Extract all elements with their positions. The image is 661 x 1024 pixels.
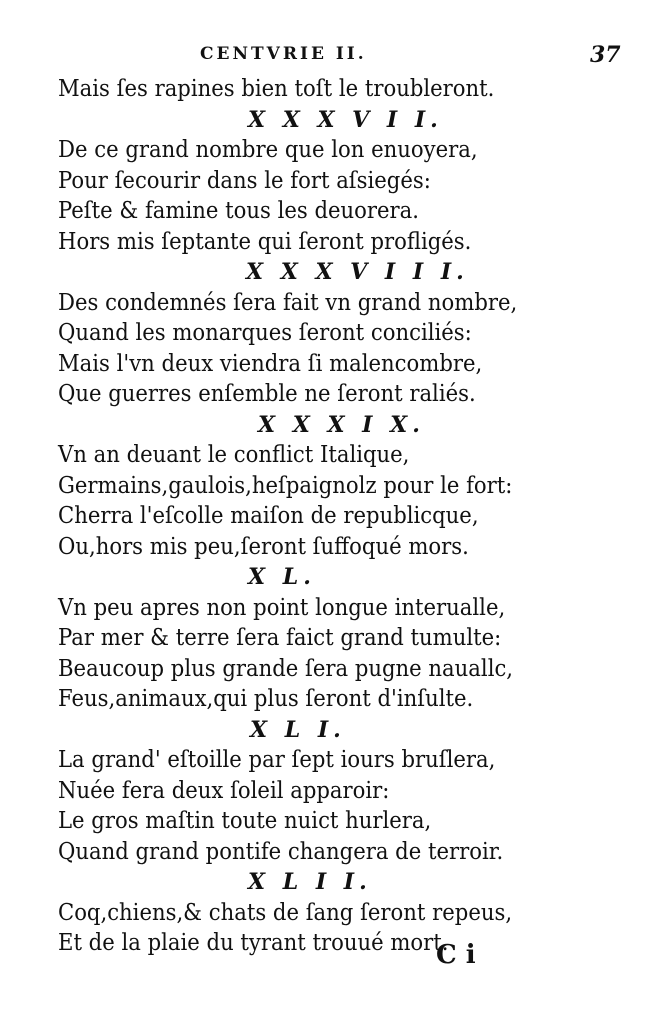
verse-line: Le gros maſtin toute nuict hurlera, [58,808,432,834]
verse-line: Mais ſes rapines bien toſt le troubleront. [58,76,495,102]
verse-line: Feus,animaux,qui plus ſeront d'inſulte. [58,686,474,712]
verse-line: Quand les monarques ſeront conciliés: [58,320,472,346]
verse-line: Peſte & famine tous les deuorera. [58,198,419,224]
quatrain-number: X L I I. [248,869,372,895]
verse-line: Nuée fera deux ſoleil apparoir: [58,777,390,804]
quatrain-number: X X X I X. [258,411,425,438]
signature-mark: C i [436,940,476,970]
quatrain-number: X L I. [250,716,346,743]
verse-line: Des condemnés ſera fait vn grand nombre, [58,289,518,316]
verse-line: Coq,chiens,& chats de ſang ſeront repeus, [58,899,513,926]
text-block [58,74,618,959]
verse-line: Beaucoup plus grande ſera pugne nauallc, [58,655,514,682]
verse-line: Vn an deuant le conflict Italique, [58,442,410,468]
verse-line: De ce grand nombre que lon enuoyera, [58,137,478,163]
verse-line: Hors mis ſeptante qui ſeront profligés. [58,228,472,255]
verse-line: La grand' eſtoille par ſept iours bruſlera, [58,747,496,773]
verse-line: Et de la plaie du tyrant trouué mort. [58,930,449,956]
running-title: CENTVRIE II. [200,44,367,64]
verse-line: Par mer & terre ſera faict grand tumulte: [58,625,502,651]
verse-line: Ou,hors mis peu,ſeront ſuffoqué mors. [58,533,469,560]
quatrain-number: X L. [248,564,316,590]
verse-line: Cherra l'eſcolle maiſon de republicque, [58,503,479,529]
page-number: 37 [590,42,621,68]
verse-line: Germains,gaulois,heſpaignolz pour le fort: [58,472,513,499]
verse-line: Que guerres enſemble ne ſeront raliés. [58,381,476,407]
quatrain-number: X X X V I I. [248,106,443,133]
quatrain-number: X X X V I I I. [246,259,469,285]
verse-line: Mais l'vn deux viendra ſi malencombre, [58,350,483,377]
verse-line: Quand grand pontife changera de terroir. [58,838,504,865]
verse-line: Pour ſecourir dans le fort aſsiegés: [58,167,431,194]
verse-line: Vn peu apres non point longue interualle, [58,594,506,621]
